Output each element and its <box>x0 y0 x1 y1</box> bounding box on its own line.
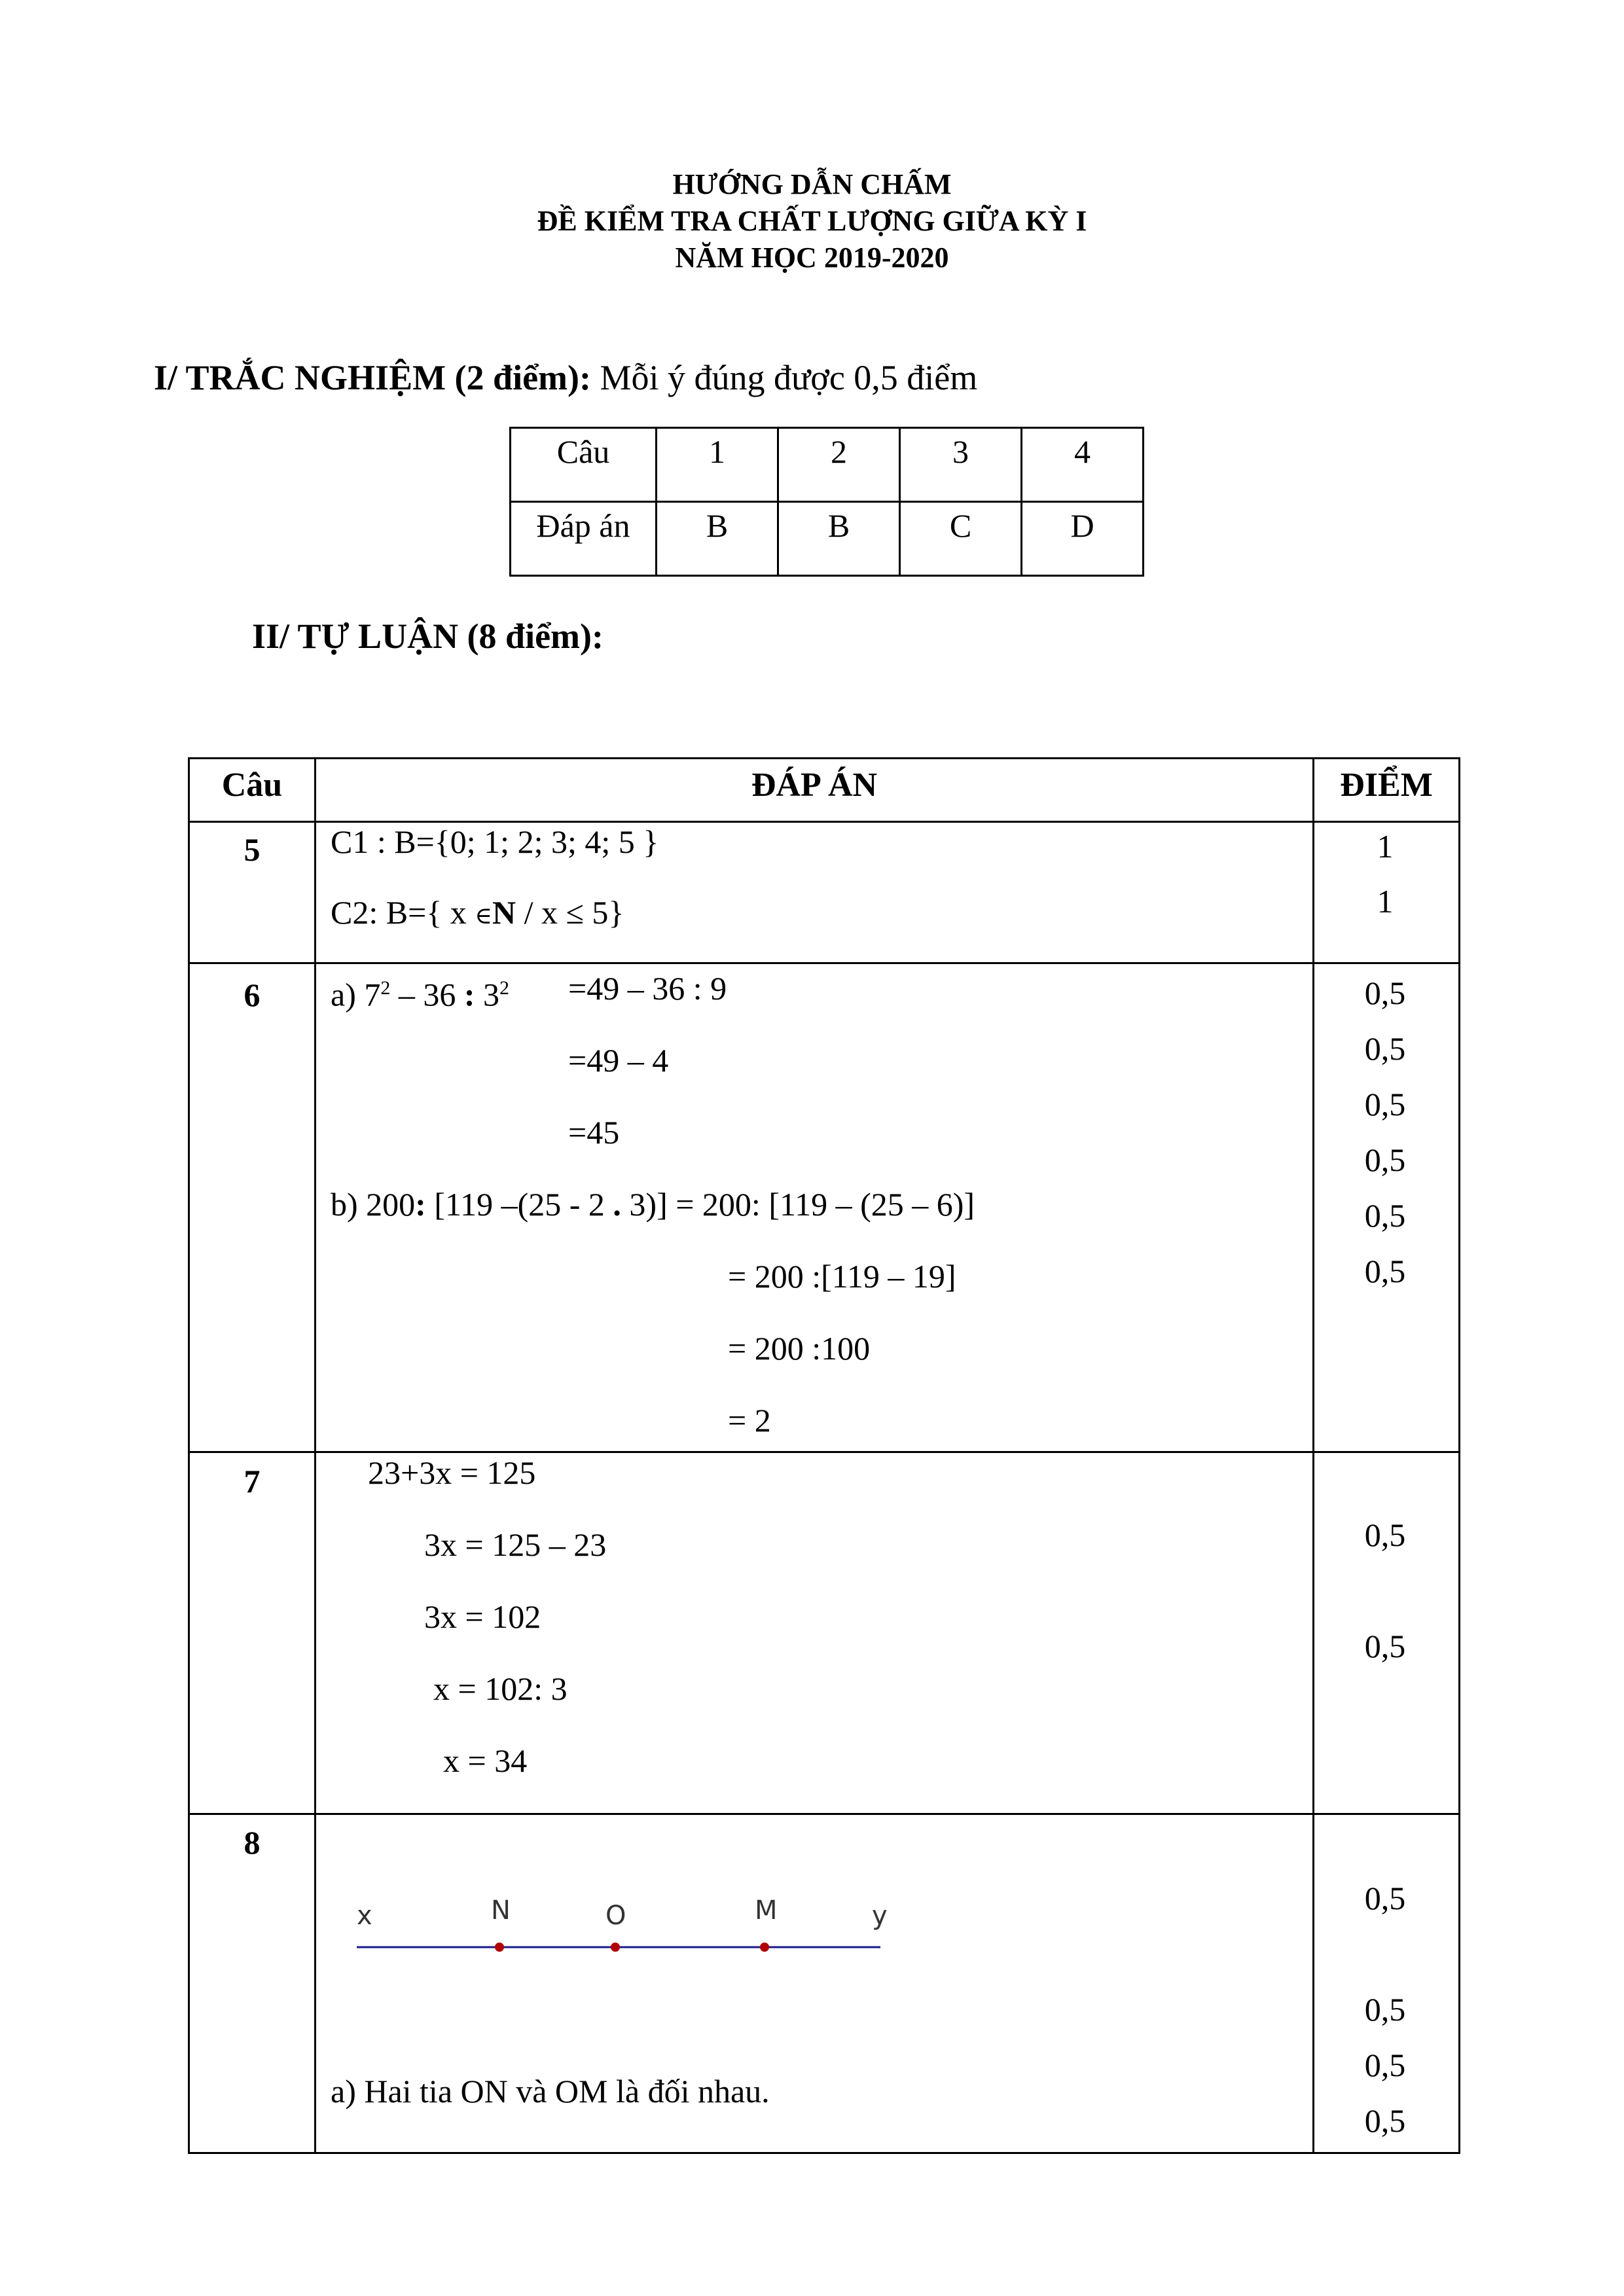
point-n <box>495 1943 504 1952</box>
title-line-2: ĐỀ KIỂM TRA CHẤT LƯỢNG GIỮA KỲ I <box>537 205 1087 237</box>
q7-line-4: x = 102: 3 <box>433 1670 568 1707</box>
q6-b-dot: . <box>613 1186 621 1223</box>
mc-question-1: 1 <box>657 428 778 502</box>
point-m <box>760 1943 769 1952</box>
part1-title <box>154 357 977 399</box>
q5-line-2 <box>331 893 624 935</box>
q5-line-2-prefix: C2: B={ x <box>331 894 475 931</box>
element-of-symbol: ∈ <box>475 903 492 929</box>
label-y: y <box>872 1901 888 1931</box>
q6-a-mid: – 36 <box>390 976 464 1013</box>
header-answer: ĐÁP ÁN <box>751 766 878 804</box>
q5-score-1: 1 <box>1377 828 1394 865</box>
mc-row-answers <box>511 502 1144 576</box>
q6-a-exponent-1: 2 <box>380 977 391 999</box>
q6-b-step-2: = 200 :100 <box>728 1330 871 1367</box>
mc-answer-3: C <box>900 502 1022 576</box>
mc-row-questions <box>511 428 1144 502</box>
q6-b-expression <box>331 1185 975 1224</box>
q8-score-3: 0,5 <box>1364 2047 1406 2083</box>
mc-label-question: Câu <box>511 428 657 502</box>
title-line-3: NĂM HỌC 2019-2020 <box>675 242 949 274</box>
q5-score-2: 1 <box>1377 883 1394 920</box>
q6-a-exponent-2: 2 <box>499 977 509 999</box>
q6-b-colon: : <box>415 1186 426 1223</box>
table-border-col1 <box>314 757 316 2154</box>
label-o: O <box>605 1901 626 1931</box>
q7-number: 7 <box>244 1463 261 1499</box>
q5-line-1: C1 : B={0; 1; 2; 3; 4; 5 } <box>331 823 659 860</box>
q6-a-expression <box>331 969 509 1014</box>
label-x: x <box>357 1901 372 1931</box>
mc-question-4: 4 <box>1022 428 1144 502</box>
table-border-bottom <box>188 2152 1460 2154</box>
mc-answer-1: B <box>657 502 778 576</box>
q6-a-prefix: a) 7 <box>331 976 381 1013</box>
q6-score-6: 0,5 <box>1364 1253 1406 1289</box>
q6-a-colon: : <box>463 976 475 1013</box>
label-m: M <box>755 1895 778 1926</box>
q8-score-1: 0,5 <box>1364 1880 1406 1916</box>
table-border-right <box>1458 757 1460 2154</box>
q6-b-mid: [119 –(25 - 2 <box>425 1186 613 1223</box>
q8-score-2: 0,5 <box>1364 1991 1406 2028</box>
q7-line-3: 3x = 102 <box>424 1598 541 1635</box>
table-border-col2 <box>1312 757 1314 2154</box>
q6-score-1: 0,5 <box>1364 975 1406 1011</box>
q7-score-1: 0,5 <box>1364 1516 1406 1553</box>
q6-score-3: 0,5 <box>1364 1086 1406 1122</box>
part1-title-rest: Mỗi ý đúng được 0,5 điểm <box>591 358 978 397</box>
q6-b-step-3: = 2 <box>728 1402 771 1439</box>
table-border-row7 <box>188 1813 1460 1815</box>
mc-answer-4: D <box>1022 502 1144 576</box>
q7-score-2: 0,5 <box>1364 1628 1406 1664</box>
q8-answer-a: a) Hai tia ON và OM là đối nhau. <box>331 2073 770 2109</box>
q6-b-prefix: b) 200 <box>331 1186 416 1223</box>
q7-line-1: 23+3x = 125 <box>368 1454 536 1491</box>
mc-label-answer: Đáp án <box>511 502 657 576</box>
mc-question-3: 3 <box>900 428 1022 502</box>
q8-score-4: 0,5 <box>1364 2102 1406 2139</box>
table-border-row5 <box>188 962 1460 964</box>
q7-line-2: 3x = 125 – 23 <box>424 1526 607 1563</box>
mc-answer-2: B <box>778 502 900 576</box>
q5-line-2-suffix: / x ≤ 5} <box>516 894 624 931</box>
q6-b-rest: 3)] = 200: [119 – (25 – 6)] <box>621 1186 975 1223</box>
part2-title: II/ TỰ LUẬN (8 điểm): <box>252 617 604 656</box>
part1-title-bold: I/ TRẮC NGHIỆM (2 điểm): <box>154 358 591 397</box>
q6-score-2: 0,5 <box>1364 1030 1406 1067</box>
q8-number: 8 <box>244 1824 261 1861</box>
table-border-top <box>188 757 1460 759</box>
mc-question-2: 2 <box>778 428 900 502</box>
q6-a-step-1: =49 – 36 : 9 <box>568 970 727 1007</box>
ray-figure <box>340 1885 929 1977</box>
q6-score-5: 0,5 <box>1364 1197 1406 1234</box>
header-question: Câu <box>221 766 283 804</box>
q6-a-base-2: 3 <box>475 976 499 1013</box>
header-score: ĐIỂM <box>1340 766 1433 804</box>
q6-a-step-2: =49 – 4 <box>568 1042 669 1079</box>
multiple-choice-table <box>509 427 1144 577</box>
q5-number: 5 <box>244 831 261 868</box>
table-border-left <box>188 757 190 2154</box>
q6-a-step-3: =45 <box>568 1114 620 1151</box>
q6-b-step-1: = 200 :[119 – 19] <box>728 1258 956 1295</box>
q7-line-5: x = 34 <box>443 1742 528 1779</box>
natural-numbers-symbol: N <box>492 894 516 931</box>
q6-number: 6 <box>244 977 261 1013</box>
point-o <box>611 1943 620 1952</box>
label-n: N <box>491 1895 511 1926</box>
q6-score-4: 0,5 <box>1364 1141 1406 1178</box>
title-line-1: HƯỚNG DẪN CHẤM <box>672 168 952 200</box>
